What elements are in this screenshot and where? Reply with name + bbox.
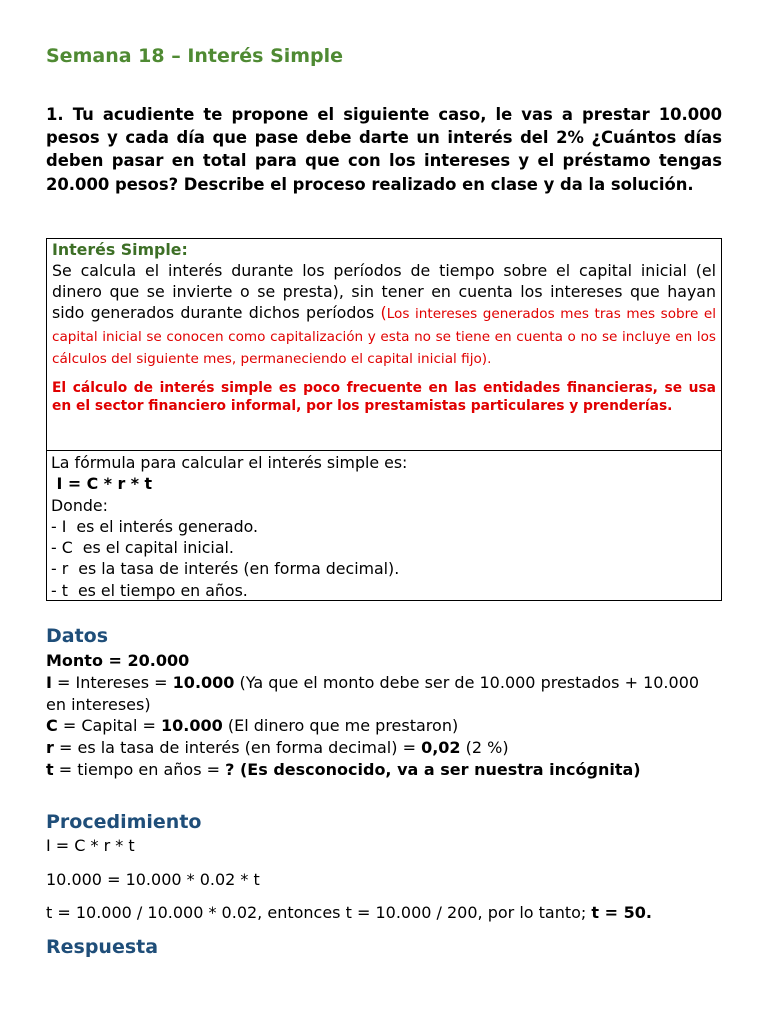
datos-c-text2: (El dinero que me prestaron) — [222, 716, 459, 736]
paren-close: ). — [481, 351, 492, 367]
definition-i: - I es el interés generado. — [51, 516, 259, 536]
datos-t-label: t — [46, 759, 54, 779]
procedimiento-heading: Procedimiento — [46, 811, 202, 833]
datos-c-label: C — [46, 716, 58, 736]
datos-i — [46, 672, 722, 716]
info-box-paragraph — [52, 260, 716, 370]
formula: I = C * r * t — [51, 474, 153, 494]
datos-r — [46, 737, 722, 759]
datos-c — [46, 715, 722, 737]
respuesta-heading: Respuesta — [46, 936, 159, 958]
datos-monto: Monto = 20.000 — [46, 651, 190, 670]
datos-t-text1: = tiempo en años = — [53, 759, 226, 779]
procedimiento-result: t = 50. — [591, 903, 652, 922]
definition-c: - C es el capital inicial. — [51, 538, 234, 558]
definition-t: - t es el tiempo en años. — [51, 580, 248, 600]
datos-t-value: ? (Es desconocido, va a ser nuestra incógnita) — [225, 759, 641, 779]
definition-text: Se calcula el interés durante los períodos de tiempo sobre el capital inicial (el dinero que se invierte o se presta), sin tener en cuenta los intereses que hayan sido generados durante dichos períodos — [52, 261, 716, 322]
datos-i-text1: = Intereses = — [51, 672, 173, 692]
donde-label: Donde: — [51, 495, 108, 515]
procedimiento-line-1: I = C * r * t — [46, 836, 135, 855]
datos-t — [46, 759, 722, 781]
paren-open: ( — [374, 303, 387, 322]
red-note: Los intereses generados mes tras mes sobre el capital inicial se conocen como capitalización y esta no se tiene en cuenta o no se incluye en los cálculos del siguiente mes, permaneciendo el capital inicial fijo — [52, 306, 716, 367]
datos-i-label: I — [46, 672, 52, 692]
datos-r-text2: (2 %) — [460, 738, 509, 758]
datos-r-label: r — [46, 738, 54, 758]
datos-heading: Datos — [46, 625, 109, 647]
datos-c-value: 10.000 — [161, 716, 223, 736]
datos-r-text1: = es la tasa de interés (en forma decimal) = — [53, 738, 422, 758]
info-box — [46, 238, 722, 601]
datos-i-value: 10.000 — [172, 672, 235, 692]
red-bold-note: El cálculo de interés simple es poco frecuente en las entidades financieras, se usa en el sector financiero informal, por los prestamistas particulares y prenderías. — [52, 379, 716, 414]
procedimiento-line-2: 10.000 = 10.000 * 0.02 * t — [46, 870, 260, 889]
procedimiento-line-3-text: t = 10.000 / 10.000 * 0.02, entonces t = 10.000 / 200, por lo tanto; — [46, 903, 592, 922]
definition-r: - r es la tasa de interés (en forma decimal). — [51, 559, 400, 579]
info-box-definition — [47, 239, 721, 451]
question-text: 1. Tu acudiente te propone el siguiente caso, le vas a prestar 10.000 pesos y cada día que pase debe darte un interés del 2% ¿Cuántos días deben pasar en total para que con los intereses y el préstamo tengas 20.000 pesos? Describe el proceso realizado en clase y da la solución. — [46, 105, 722, 194]
datos-r-value: 0,02 — [421, 738, 461, 758]
info-box-heading: Interés Simple: — [52, 240, 188, 259]
datos-list — [46, 650, 722, 781]
datos-i-text2: (Ya que el monto debe ser de 10.000 prestados + 10.000 en intereses) — [46, 672, 700, 714]
page-title: Semana 18 – Interés Simple — [46, 45, 344, 67]
procedimiento-line-3 — [46, 903, 652, 922]
info-box-formula — [47, 451, 721, 600]
datos-c-text1: = Capital = — [57, 716, 162, 736]
formula-intro: La fórmula para calcular el interés simple es: — [51, 453, 408, 472]
